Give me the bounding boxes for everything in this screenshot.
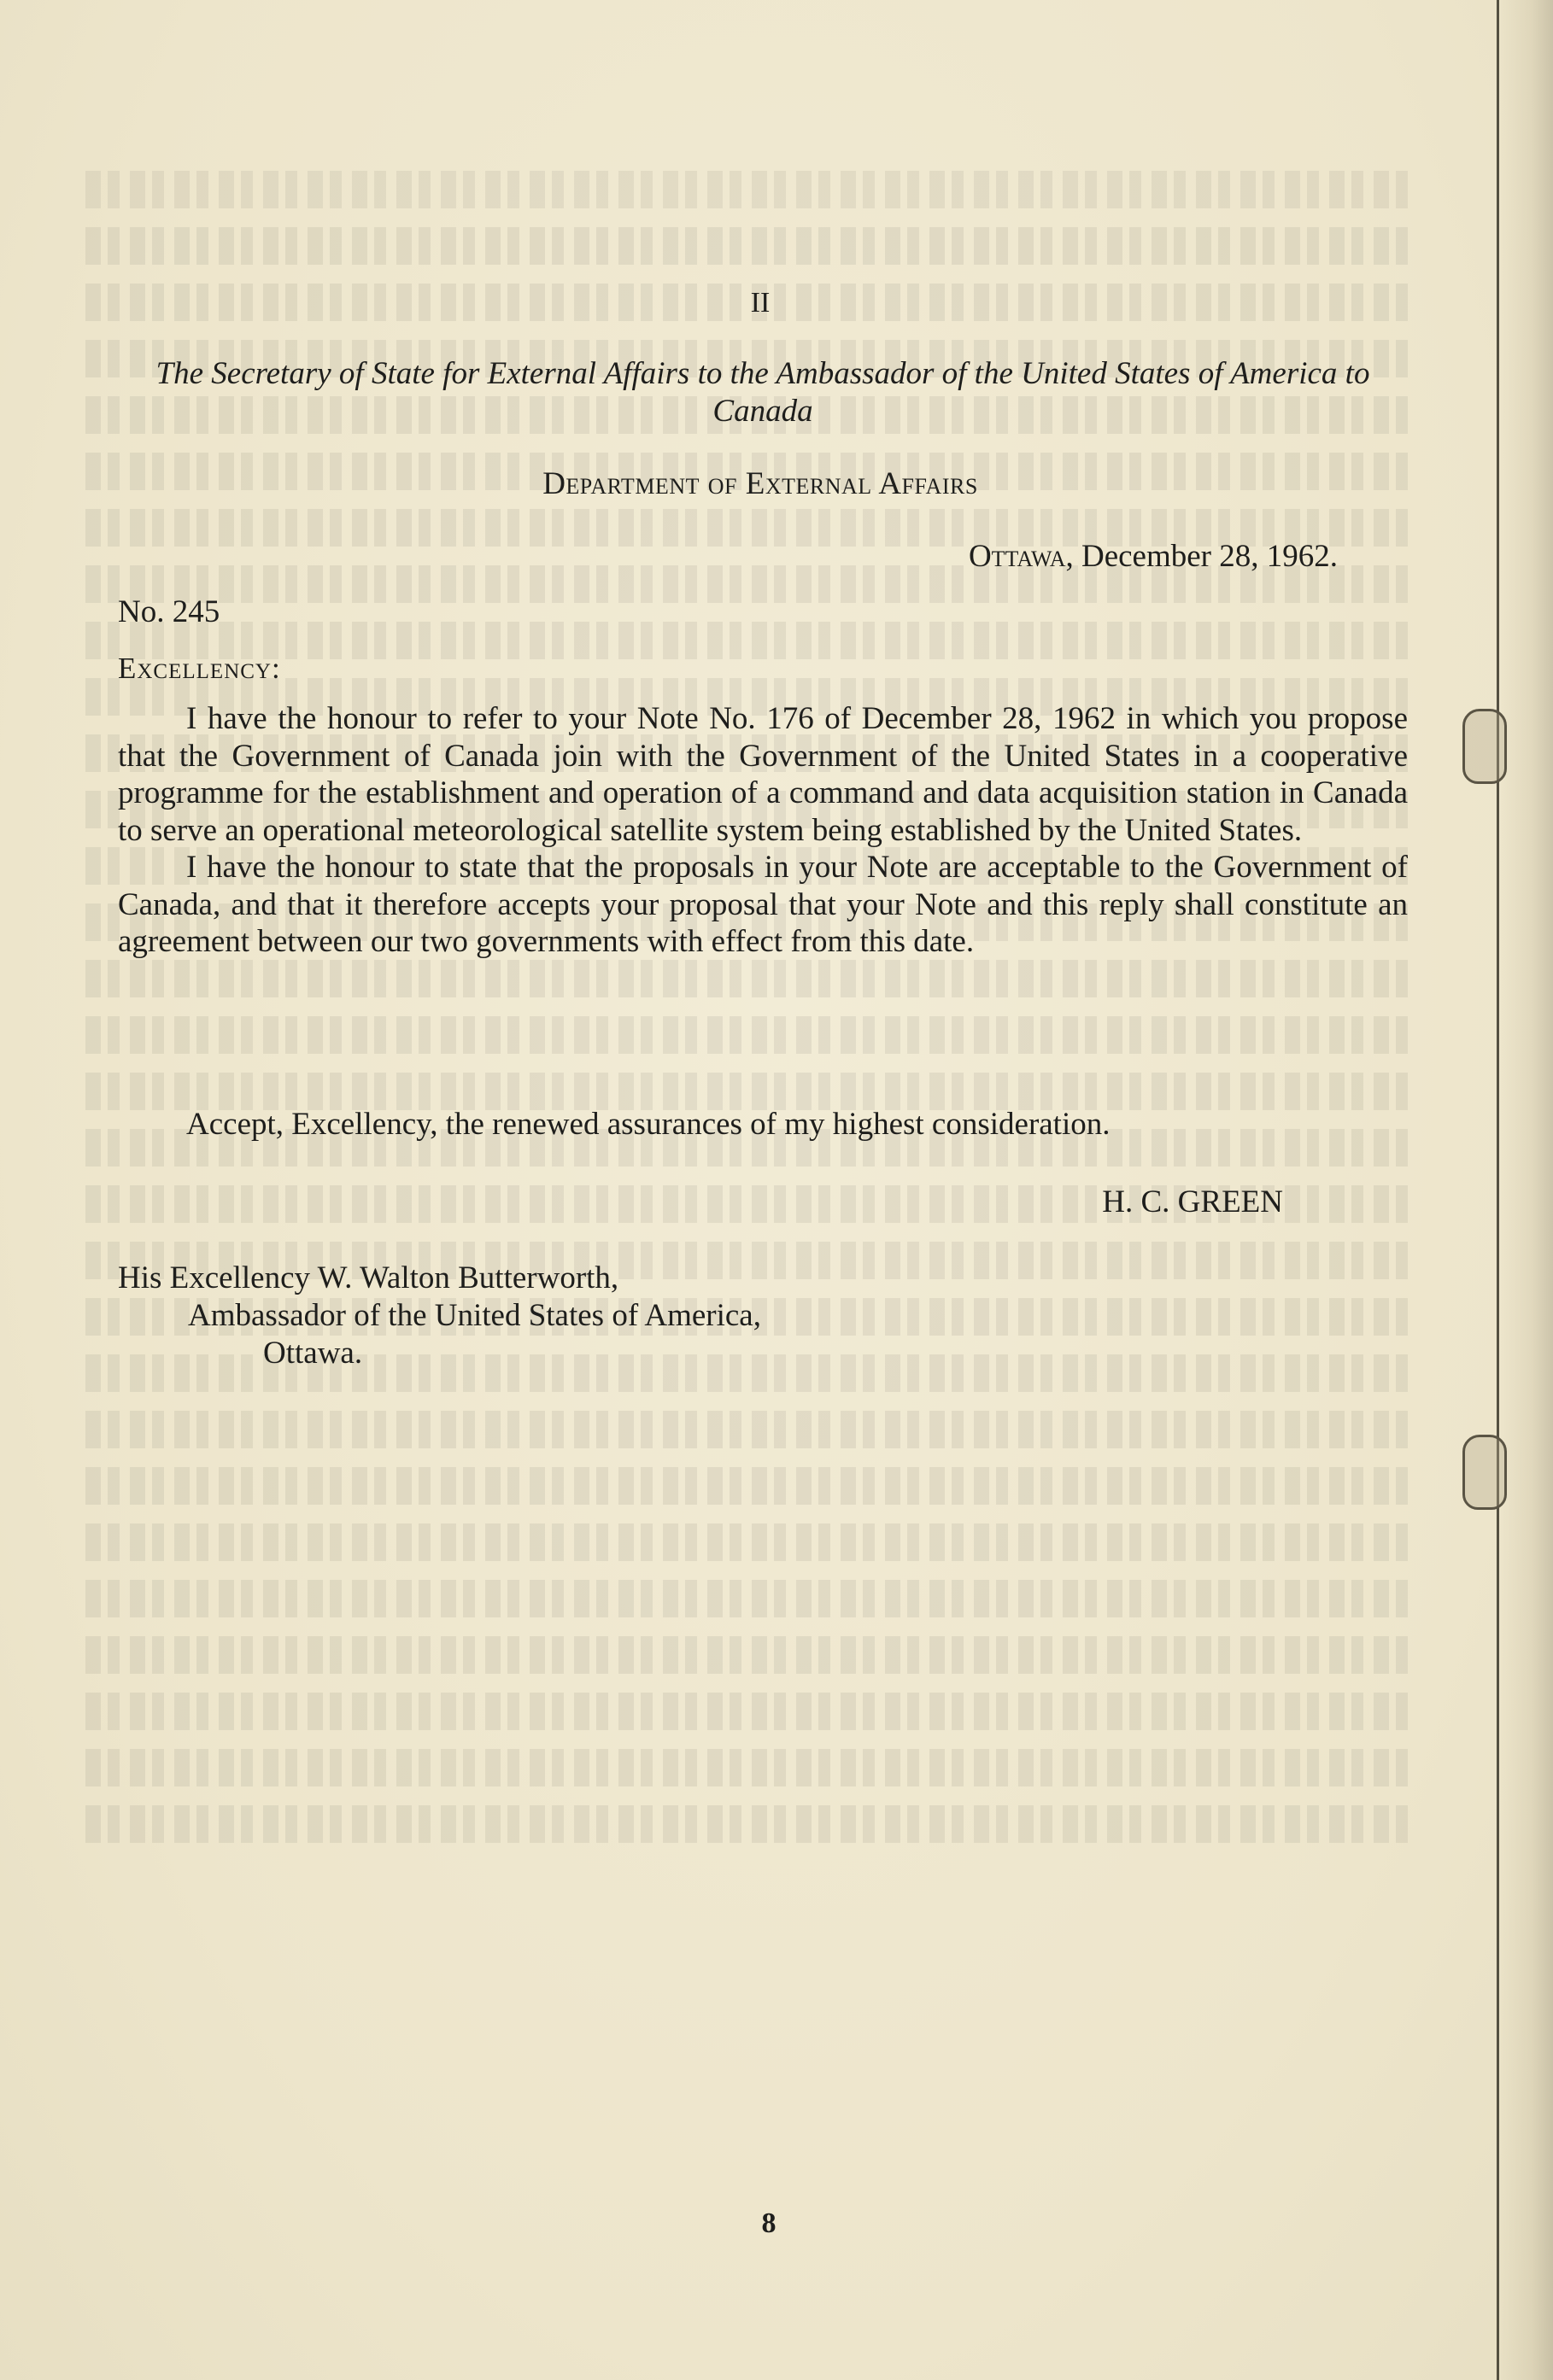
- letter-heading: The Secretary of State for External Affairs to the Ambassador of the United States of America to Canada: [155, 356, 1370, 429]
- closing: Accept, Excellency, the renewed assurances of my highest consideration.: [186, 1107, 1111, 1142]
- letter-body: [118, 700, 1408, 961]
- paragraph-2: I have the honour to state that the proposals in your Note are acceptable to the Government of Canada, and that it therefore accepts your proposal that your Note and this reply shall constitute an agreement between our two governments with effect from this date.: [118, 850, 1408, 959]
- addressee-line: His Excellency W. Walton Butterworth,: [118, 1260, 619, 1295]
- paragraph-1: I have the honour to refer to your Note No. 176 of December 28, 1962 in which you propose that the Government of Canada join with the Government of the United States in a cooperative programme for the establishment and operation of a command and data acquisition station in Canada to serve an operational meteorological satellite system being established by the United States.: [118, 701, 1408, 848]
- section-number: II: [750, 287, 771, 319]
- department-name: Department of External Affairs: [542, 466, 978, 501]
- dateline: [969, 538, 1338, 575]
- page-number: 8: [761, 2207, 776, 2239]
- salutation: Excellency:: [118, 652, 281, 685]
- note-number: No. 245: [118, 594, 220, 629]
- addressee-line: Ambassador of the United States of America,: [188, 1298, 761, 1333]
- page-edge-shadow: [1500, 0, 1553, 2380]
- page-edge: [1497, 0, 1499, 2380]
- addressee-block: [118, 1260, 761, 1372]
- signature: H. C. GREEN: [1102, 1184, 1283, 1219]
- binder-clip-icon: [1462, 1435, 1507, 1510]
- addressee-line: Ottawa.: [263, 1336, 363, 1371]
- dateline-date: , December 28, 1962.: [1065, 539, 1338, 574]
- dateline-place: Ottawa: [968, 539, 1066, 574]
- binder-clip-icon: [1462, 709, 1507, 784]
